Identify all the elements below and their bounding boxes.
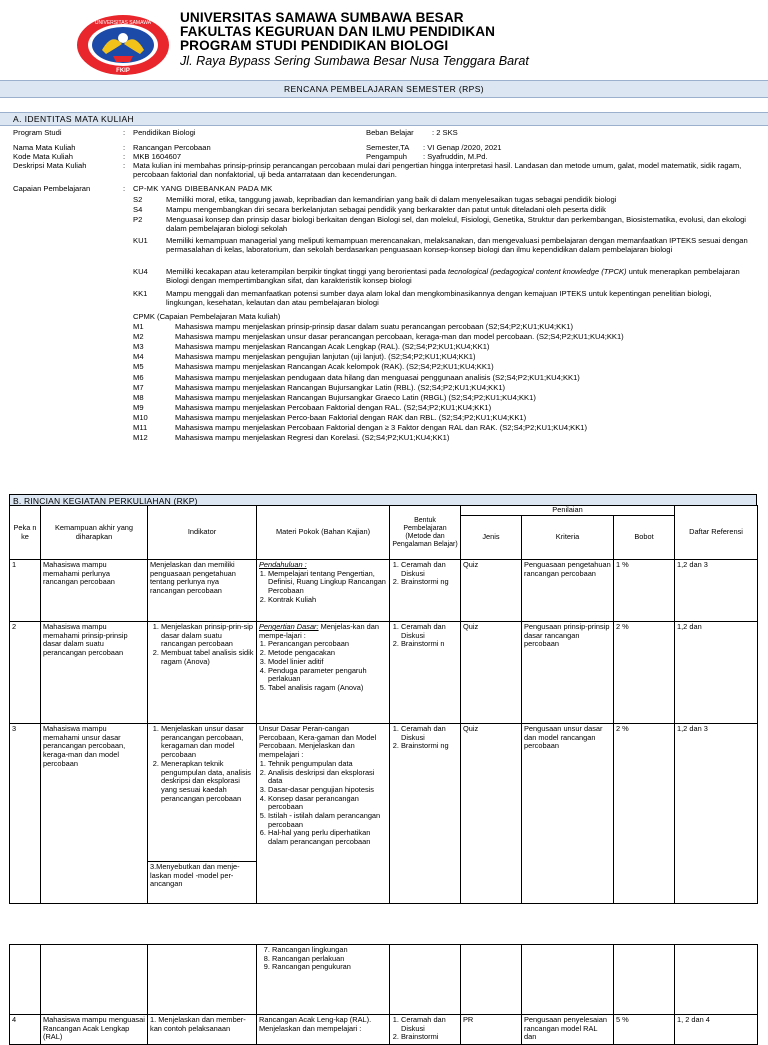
value-beban: : 2 SKS — [432, 128, 458, 137]
cpmk-code: M3 — [133, 342, 144, 352]
materi-cell: Pendahuluan : 1. Mempelajari tentang Pengertian, Definisi, Ruang Lingkup Rancangan Percobaan 2. Kontrak Kuliah — [257, 560, 390, 622]
kriteria-cell: Pengusaan prinsip-prinsip dasar rancangan percobaan — [522, 622, 614, 724]
label-deskripsi: Deskripsi Mata Kuliah — [13, 161, 87, 170]
cpmk-code: M7 — [133, 382, 144, 392]
cpmk-code: M4 — [133, 352, 144, 362]
bentuk-cell: 1. Ceramah dan Diskusi 2. Brainstormi ng — [390, 724, 461, 904]
program-name: PROGRAM STUDI PENDIDIKAN BIOLOGI — [180, 38, 449, 53]
header-kemampuan: Kemampuan akhir yang diharapkan — [41, 506, 148, 560]
label-semester: Semester,TA — [366, 143, 410, 152]
cpmk-code: M12 — [133, 433, 148, 443]
jenis-cell: Quiz — [461, 560, 522, 622]
cpmk-code: M5 — [133, 362, 144, 372]
bentuk-cell: 1. Ceramah dan Diskusi 2. Brainstormi — [390, 1015, 461, 1045]
ref-cell: 1,2 dan 3 — [675, 724, 758, 904]
cpmk-code: M8 — [133, 392, 144, 402]
cp-text: Menguasai konsep dan prinsip dasar biologi berkaitan dengan Biologi sel, dan molekul, Fisiologi, Genetika, Struktur dan perkembangan, Biosistematika, evolusi, dan ekologi dalam pembelajaran biologi sekolah — [166, 215, 746, 233]
header-peka: Peka n ke — [10, 506, 41, 560]
section-a-title: A. IDENTITAS MATA KULIAH — [0, 112, 768, 126]
header-indikator: Indikator — [148, 506, 257, 560]
cp-heading: CP-MK YANG DIBEBANKAN PADA MK — [133, 184, 273, 193]
label-nama: Nama Mata Kuliah — [13, 143, 76, 152]
cp-text: Mampu mengembangkan diri secara berkelanjutan sebagai pendidik yang berkarakter dan patut untuk diteladani oleh peserta didik — [166, 205, 606, 214]
jenis-cell: Quiz — [461, 622, 522, 724]
kemampuan-cell: Mahasiswa mampu menguasai Rancangan Acak Lengkap (RAL) — [41, 1015, 148, 1045]
label-program: Program Studi — [13, 128, 62, 137]
cp-code: KK1 — [133, 289, 148, 298]
cp-text: Memiliki moral, etika, tanggung jawab, kepribadian dan kemandirian yang baik di dalam menyelesaikan tugas sebagai pendidik biologi — [166, 195, 617, 204]
header-daftar: Daftar Referensi — [675, 506, 758, 560]
table-row — [10, 622, 758, 724]
materi-cell: Pengertian Dasar: Menjelas-kan dan mempe-lajari : 1. Perancangan percobaan 2. Metode pengacakan 3. Model linier aditif 4. Penduga parameter pengaruh perlakuan 5. Tabel analisis ragam (Anova) — [257, 622, 390, 724]
kemampuan-cell: Mahasiswa mampu memahami prinsip-prinsip dasar dalam suatu perancangan percobaan — [41, 622, 148, 724]
svg-text:FKIP: FKIP — [116, 68, 130, 74]
row-number: 4 — [10, 1015, 41, 1045]
value-nama: Rancangan Percobaan — [133, 143, 211, 152]
faculty-name: FAKULTAS KEGURUAN DAN ILMU PENDIDIKAN — [180, 24, 496, 39]
cpmk-code: M11 — [133, 423, 148, 432]
cp-code: S4 — [133, 205, 143, 214]
cpmk-code: M6 — [133, 372, 144, 382]
section-b-title: B. RINCIAN KEGIATAN PERKULIAHAN (RKP) — [9, 494, 757, 506]
cp-text: Memiliki kecakapan atau keterampilan berpikir tingkat tinggi yang berorientasi pada tecnological (pedagogical content knowledge (TPCK) untuk menerapkan pembelajaran Biologi dengan mempertimbangkan sifat, dan karakteristik konsep biologi — [166, 267, 740, 285]
header-materi: Materi Pokok (Bahan Kajian) — [257, 506, 390, 560]
university-name: UNIVERSITAS SAMAWA SUMBAWA BESAR — [180, 10, 464, 25]
header-jenis: Jenis — [461, 516, 522, 560]
ref-cell: 1,2 dan 3 — [675, 560, 758, 622]
table-row — [10, 1015, 758, 1045]
materi-cell: 7. Rancangan lingkungan 8. Rancangan perlakuan 9. Rancangan pengukuran — [257, 945, 390, 1015]
indikator-cell: Menjelaskan dan memiliki penguasaan pengetahuan tentang perlunya nya rancangan percobaan — [148, 560, 257, 622]
cpmk-text: Mahasiswa mampu menjelaskan Rancangan Acak kelompok (RAK). (S2;S4;P2;KU1;KU4;KK1) — [175, 362, 494, 372]
cpmk-text: Mahasiswa mampu menjelaskan pengujian lanjutan (uji lanjut). (S2;S4;P2;KU1;KU4;KK1) — [175, 352, 476, 362]
ref-cell: 1, 2 dan 4 — [675, 1015, 758, 1045]
kemampuan-cell: Mahasiswa mampu memahami perlunya rancangan percobaan — [41, 560, 148, 622]
cp-text: Memiliki kemampuan managerial yang meliputi kemampuan merencanakan, melaksanakan, dan mengevaluasi pembelajaran dengan memanfaatkan IPTEKS sesuai dengan permasalahan di kelas, laboratorium, dan sekolah berdasarkan penguasaan konsep-konsep biologi dan ilmu kependidikan dalam pembelajaran biologi — [166, 236, 748, 254]
kriteria-cell: Pengusaan unsur dasar dan model rancangan percobaan — [522, 724, 614, 904]
cpmk-code: M9 — [133, 402, 144, 412]
bobot-cell: 5 % — [614, 1015, 675, 1045]
rkp-table — [9, 505, 758, 904]
cpmk-text: Mahasiswa mampu menjelaskan Percobaan Faktorial dengan ≥ 3 Faktor dengan RAL dan RAK. (S2;S4;P2;KU1;KU4;KK1) — [175, 423, 588, 432]
cp-code: KU4 — [133, 267, 148, 276]
cpmk-code: M10 — [133, 412, 148, 422]
cpmk-heading: CPMK (Capaian Pembelajaran Mata kuliah) — [133, 312, 281, 321]
indikator-cell: 1. Menjelaskan unsur dasar perancangan percobaan, keragaman dan model percobaan 2. Menerapkan teknik pengumpulan data, analisis deskripsi dan eksplorasi yang sesuai kaedah perancangan percobaan 3.Menyebutkan dan menje-laskan model -model per-ancangan — [148, 724, 257, 904]
rkp-table-continued — [9, 944, 758, 1045]
header-penilaian: Penilaian — [461, 506, 675, 516]
rps-title: RENCANA PEMBELAJARAN SEMESTER (RPS) — [0, 80, 768, 98]
cpmk-text: Mahasiswa mampu menjelaskan pendugaan data hilang dan menguasai penggunaan analisis (S2;S4;P2;KU1;KU4;KK1) — [175, 372, 580, 382]
cp-code: P2 — [133, 215, 143, 224]
kemampuan-cell: Mahasiswa mampu memahami unsur dasar perancangan percobaan, keraga-man dan model percobaan — [41, 724, 148, 904]
bentuk-cell: 1. Ceramah dan Diskusi 2. Brainstormi ng — [390, 560, 461, 622]
table-row — [10, 724, 758, 904]
university-logo-icon — [76, 14, 170, 76]
bentuk-cell: 1. Ceramah dan Diskusi 2. Brainstormi n — [390, 622, 461, 724]
value-deskripsi: Mata kulian ini membahas prinsip-prinsip perancangan percobaan mulai dari pengertian hingga interpretasi hasil. Landasan dan metode umum, galat, model matematik, sidik ragam, percobaan faktorial dan nonfaktorial, uji beda antarrataan dan kecenderungan. — [133, 161, 742, 179]
ref-cell: 1,2 dan — [675, 622, 758, 724]
header-bobot: Bobot — [614, 516, 675, 560]
kriteria-cell: Pengusaan penyelesaian rancangan model RAL dan — [522, 1015, 614, 1045]
cpmk-code: M1 — [133, 322, 144, 331]
cp-text: Mampu menggali dan memanfaatkan potensi sumber daya alam lokal dan mengkombinasikannya dengan kemajuan IPTEKS untuk kepentingan penelitian biologi, lingkungan, kesehatan, kelautan dan atau pembelajaran biologi — [166, 289, 712, 307]
cpmk-text: Mahasiswa mampu menjelaskan unsur dasar perancangan percobaan, keraga-man dan model percobaan. (S2;S4;P2;KU1;KU4;KK1) — [175, 332, 624, 342]
value-program: Pendidikan Biologi — [133, 128, 196, 137]
cpmk-text: Mahasiswa mampu menjelaskan Rancangan Bujursangkar Graeco Latin (RBGL) (S2;S4;P2;KU1;KU4;KK1) — [175, 392, 536, 402]
row-number: 1 — [10, 560, 41, 622]
cpmk-text: Mahasiswa mampu menjelaskan Perco-baan Faktorial dengan RAK dan RBL. (S2;S4;P2;KU1;KU4;KK1) — [175, 412, 527, 422]
value-semester: : VI Genap /2020, 2021 — [423, 143, 502, 152]
letterhead — [0, 0, 768, 78]
table-row — [10, 945, 758, 1015]
row-number: 2 — [10, 622, 41, 724]
jenis-cell: Quiz — [461, 724, 522, 904]
bobot-cell: 1 % — [614, 560, 675, 622]
materi-cell: Rancangan Acak Leng-kap (RAL). Menjelaskan dan mempelajari : — [257, 1015, 390, 1045]
cpmk-text: Mahasiswa mampu menjelaskan Percobaan Faktorial dengan RAL. (S2;S4;P2;KU1;KU4;KK1) — [175, 402, 492, 412]
row-number: 3 — [10, 724, 41, 904]
label-pengampu: Pengampuh — [366, 152, 407, 161]
kriteria-cell: Penguasaan pengetahuan rancangan percobaan — [522, 560, 614, 622]
indikator-cell: 1. Menjelaskan dan member-kan contoh pelaksanaan — [148, 1015, 257, 1045]
cpmk-text: Mahasiswa mampu menjelaskan Rancangan Acak Lengkap (RAL). (S2;S4;P2;KU1;KU4;KK1) — [175, 342, 490, 352]
value-pengampu: : Syafruddin, M.Pd. — [423, 152, 488, 161]
bobot-cell: 2 % — [614, 622, 675, 724]
address: Jl. Raya Bypass Sering Sumbawa Besar Nusa Tenggara Barat — [180, 54, 529, 68]
table-row — [10, 560, 758, 622]
jenis-cell: PR — [461, 1015, 522, 1045]
cpmk-text: Mahasiswa mampu menjelaskan Rancangan Bujursangkar Latin (RBL). (S2;S4;P2;KU1;KU4;KK1) — [175, 382, 506, 392]
label-capaian: Capaian Pembelajaran — [13, 184, 91, 193]
value-kode: MKB 1604607 — [133, 152, 182, 161]
cp-code: KU1 — [133, 236, 148, 245]
cpmk-code: M2 — [133, 332, 144, 342]
header-kriteria: Kriteria — [522, 516, 614, 560]
bobot-cell: 2 % — [614, 724, 675, 904]
cp-code: S2 — [133, 195, 143, 204]
cpmk-text: Mahasiswa mampu menjelaskan Regresi dan Korelasi. (S2;S4;P2;KU1;KU4;KK1) — [175, 433, 450, 443]
header-bentuk: Bentuk Pembelajaran (Metode dan Pengalaman Belajar) — [390, 506, 461, 560]
label-kode: Kode Mata Kuliah — [13, 152, 73, 161]
svg-text:UNIVERSITAS SAMAWA: UNIVERSITAS SAMAWA — [94, 20, 152, 26]
materi-cell: Unsur Dasar Peran-cangan Percobaan, Kera-gaman dan Model Percobaan. Menjelaskan dan mempelajari : 1. Tehnik pengumpulan data 2. Analisis deskripsi dan eksplorasi data 3. Dasar-dasar pengujian hipotesis 4. Konsep dasar perancangan percobaan 5. Istilah - istilah dalam perancangan percobaan 6. Hal-hal yang perlu diperhatikan dalam perancangan percobaan — [257, 724, 390, 904]
label-beban: Beban Belajar — [366, 128, 414, 137]
indikator-cell: 1. Menjelaskan prinsip-prin-sip dasar dalam suatu rancangan percobaan 2. Membuat tabel analisis sidik ragam (Anova) — [148, 622, 257, 724]
cpmk-text: Mahasiswa mampu menjelaskan prinsip-prinsip dasar dalam suatu perancangan percobaan (S2;S4;P2;KU1;KU4;KK1) — [175, 322, 574, 331]
